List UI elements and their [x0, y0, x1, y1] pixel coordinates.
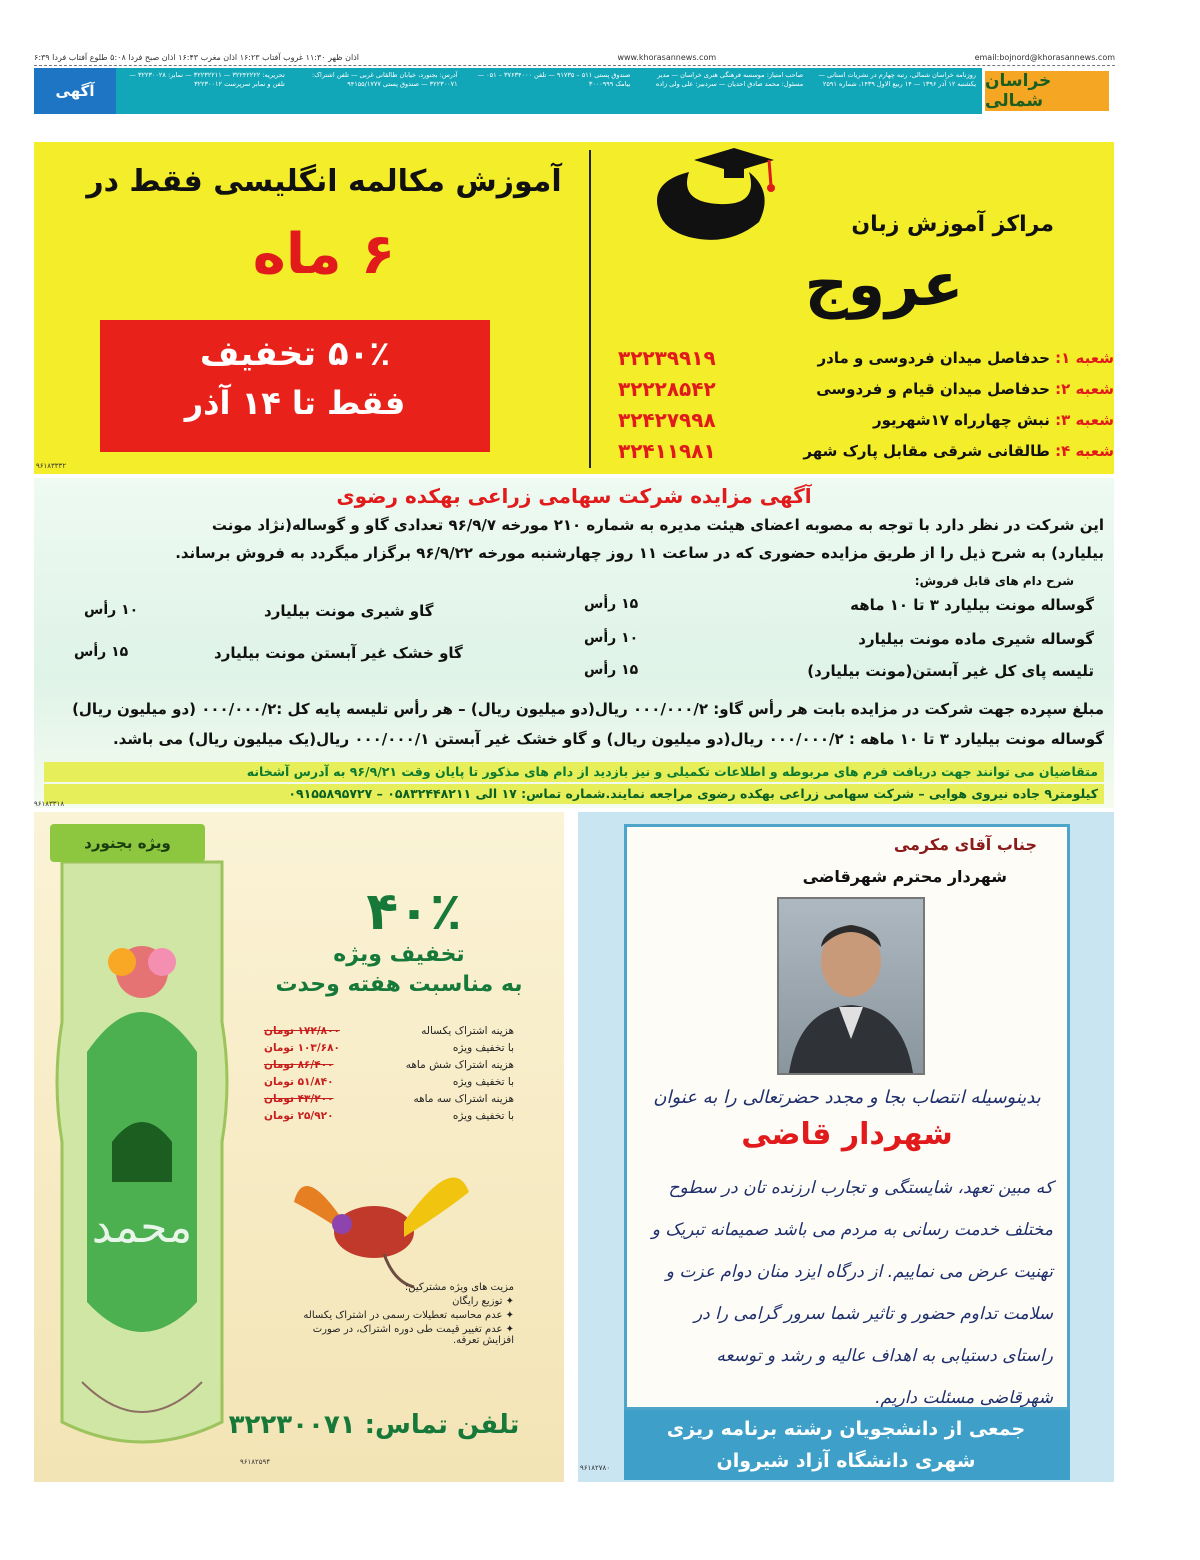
branch-phone: ۳۲۲۳۹۹۱۹ — [618, 345, 716, 370]
livestock-count: ۱۵ رأس — [584, 662, 639, 678]
ad-code: ۹۶۱۸۳۳۱۸ — [34, 800, 65, 808]
congratulation-ad — [578, 812, 1114, 1482]
unity-week: به مناسبت هفته وحدت — [275, 972, 523, 997]
livestock-item: گاو خشک غیر آبستن مونت بیلیارد — [214, 644, 463, 662]
ad-code: ۹۶۱۸۲۷۸۰ — [580, 1464, 611, 1472]
branch-phone: ۳۲۲۲۸۵۴۲ — [618, 376, 716, 401]
contact-text: کیلومتر۹ جاده نیروی هوایی – شرکت سهامی زراعی بهکده رضوی مراجعه نمایند.شماره تماس: ۱۷ الی ۰۵۸۳۲۴۴۸۲۱۱ – ۰۹۱۵۵۸۹۵۷۲۷ — [44, 784, 1104, 804]
message-frame — [624, 824, 1070, 1410]
livestock-item: گاو شیری مونت بیلیارد — [264, 602, 434, 620]
signature-line: جمعی از دانشجویان رشته برنامه ریزی — [666, 1418, 1026, 1440]
prayer-times: اذان ظهر ۱۱:۳۰ غروب آفتاب ۱۶:۲۳ اذان مغرب ۱۶:۴۳ اذان صبح فردا ۵:۰۸ طلوع آفتاب فردا ۶:۳۹ — [34, 53, 359, 62]
intro-text: بدینوسیله انتصاب بجا و مجدد حضرتعالی را به عنوان — [653, 1087, 1041, 1108]
oruj-duration: ۶ ماه — [252, 222, 396, 287]
branch-row — [594, 373, 1114, 404]
branch-list — [594, 342, 1114, 466]
auction-ad — [34, 478, 1114, 808]
price-row: با تخفیف ویژه ۲۵/۹۲۰ تومان — [264, 1109, 514, 1122]
price-row: هزینه اشتراک یکساله ۱۷۲/۸۰۰ تومان — [264, 1024, 514, 1037]
benefit-item: ✦ عدم محاسبه تعطیلات رسمی در اشتراک یکساله — [303, 1310, 514, 1321]
benefits-list — [284, 1282, 514, 1349]
livestock-count: ۱۰ رأس — [584, 630, 639, 646]
benefit-item: ✦ عدم تغییر قیمت طی دوره اشتراک، در صورت افزایش تعرفه. — [312, 1324, 514, 1346]
ad-code: ۹۶۱۸۲۵۹۴ — [240, 1458, 271, 1466]
divider — [589, 150, 591, 468]
auction-paragraph: این شرکت در نظر دارد با توجه به مصوبه اعضای هیئت مدیره به شماره ۲۱۰ مورخه ۹۶/۹/۷ تعدادی گاو و گوساله(نژاد مونت — [211, 516, 1104, 534]
oruj-brand: عروج — [804, 250, 964, 320]
deposit-text: گوساله مونت بیلیارد ۳ تا ۱۰ ماهه : ۰۰۰/۰۰۰/۲ ریال(دو میلیون ریال) و گاو خشک غیر آبستن ۰۰۰/۰۰۰/۱ ریال(یک میلیون ریال) می باشد. — [112, 730, 1104, 748]
contact-phone: تلفن تماس: ۳۲۲۳۰۰۷۱ — [228, 1410, 520, 1440]
section-label: آگهی — [34, 68, 116, 114]
branch-address: شعبه ۳: نبش چهارراه ۱۷شهریور — [872, 410, 1114, 429]
discount-line: ۵۰٪ تخفیف — [199, 334, 391, 374]
masthead-info — [116, 68, 982, 114]
branch-address: شعبه ۴: طالقانی شرقی مقابل پارک شهر — [803, 441, 1114, 460]
livestock-count: ۱۰ رأس — [84, 602, 139, 618]
branch-address: شعبه ۲: حدفاصل میدان قیام و فردوسی — [816, 379, 1114, 398]
branch-address: شعبه ۱: حدفاصل میدان فردوسی و مادر — [817, 348, 1114, 367]
ad-code: ۹۶۱۸۳۳۳۲ — [36, 462, 67, 470]
masthead-info-col: آدرس: بجنورد، خیابان طالقانی غربی — تلفن اشتراک: ۳۲۲۳۰۰۷۱ — صندوق پستی ۹۴۱۵۵/۱۷۷۷ — [312, 71, 458, 88]
branch-row — [594, 404, 1114, 435]
livestock-count: ۱۵ رأس — [74, 644, 129, 660]
masthead-info-col: صاحب امتیاز: موسسه فرهنگی هنری خراسان — مدیر مسئول: محمد صادق احدیان — سردبیر: علی ولی زاده — [655, 71, 804, 88]
signature-line: شهری دانشگاه آزاد شیروان — [716, 1450, 976, 1472]
email-text: email:bojnord@khorasannews.com — [974, 53, 1115, 62]
newspaper-logo: خراسان شمالی — [982, 68, 1112, 114]
branch-row — [594, 435, 1114, 466]
oruj-headline: آموزش مکالمه انگلیسی فقط در — [86, 164, 562, 199]
oruj-discount-box — [100, 320, 490, 452]
deposit-text: مبلغ سپرده جهت شرکت در مزایده بابت هر رأس گاو: ۰۰۰/۰۰۰/۲ ریال(دو میلیون ریال) – هر رأس تلیسه پایه کل :۰۰۰/۰۰۰/۲ (دو میلیون ریال) — [72, 700, 1104, 718]
badge-bojnord: ویژه بجنورد — [50, 824, 205, 862]
masthead — [34, 68, 1112, 114]
auction-paragraph: بیلیارد) به شرح ذیل را از طریق مزایده حضوری که در ساعت ۱۱ روز چهارشنبه مورخه ۹۶/۹/۲۲ برگزار میگردد به فروش برساند. — [175, 544, 1104, 562]
price-row: هزینه اشتراک شش ماهه ۸۶/۴۰۰ تومان — [264, 1058, 514, 1071]
benefit-item: ✦ توزیع رایگان — [452, 1296, 514, 1307]
masthead-info-col: صندوق پستی ۵۱۱ – ۹۱۷۳۵ — تلفن ۳۷۶۳۴۰۰۰ – ۰۵۱ — بیامک ۳۰۰۰۹۹۹ — [477, 71, 631, 88]
message-body: که مبین تعهد، شایستگی و تجارب ارزنده تان در سطوح مختلف خدمت رسانی به مردم می باشد صمیمانه تبریک و تهنیت عرض می نماییم. از درگاه ایزد منان دوام عزت و سلامت تداوم حضور و تاثیر شما سرور گرامی را در راستای دستیابی به اهداف عالیه و رشد و توسعه شهرقاضی مسئلت داریم. — [651, 1178, 1053, 1408]
oruj-ad — [34, 142, 1114, 474]
svg-text:محمد: محمد — [91, 1202, 193, 1253]
portrait-photo — [777, 897, 925, 1075]
livestock-count: ۱۵ رأس — [584, 596, 639, 612]
discount-deadline: فقط تا ۱۴ آذر — [184, 384, 406, 422]
top-info-strip — [34, 50, 1115, 66]
person-icon — [779, 899, 923, 1073]
livestock-item: گوساله مونت بیلیارد ۳ تا ۱۰ ماهه — [850, 596, 1094, 614]
percent-discount: ۴۰٪ — [366, 882, 462, 942]
price-row: هزینه اشتراک سه ماهه ۴۳/۲۰۰ تومان — [264, 1092, 514, 1105]
recipient-role: شهردار محترم شهرقاضی — [802, 867, 1007, 886]
livestock-item: گوساله شیری ماده مونت بیلیارد — [858, 630, 1094, 648]
mayor-title: شهردار قاضی — [741, 1117, 953, 1152]
branch-row — [594, 342, 1114, 373]
salutation: جناب آقای مکرمی — [893, 835, 1037, 854]
masthead-info-col: روزنامه خراسان شمالی، رتبه چهارم در نشریات استانی — یکشنبه ۱۲ آذر ۱۳۹۶ — ۱۴ ربیع الاول ۱۴۳۹، شماره ۲۵۹۱ — [818, 71, 976, 88]
auction-subhead: شرح دام های قابل فروش: — [914, 574, 1074, 588]
website-text: www.khorasannews.com — [617, 53, 717, 62]
decorative-panel — [42, 822, 242, 1472]
price-row: با تخفیف ویژه ۱۰۳/۶۸۰ تومان — [264, 1041, 514, 1054]
price-list — [264, 1022, 514, 1124]
special-discount: تخفیف ویژه — [333, 942, 465, 967]
auction-title: آگهی مزایده شرکت سهامی زراعی بهکده رضوی — [336, 484, 812, 508]
price-row: با تخفیف ویژه ۵۱/۸۴۰ تومان — [264, 1075, 514, 1088]
oruj-subtitle: مراکز آموزش زبان — [851, 212, 1054, 237]
masthead-info-col: تحریریه: ۳۲۲۴۲۲۲۲ — ۳۲۲۳۲۲۱۱ — نمابر: ۳۲۲۳۰۰۲۸ — تلفن و نمابر سرپرست ۳۲۲۳۰۰۱۲ — [129, 71, 285, 88]
livestock-item: تلیسه پای کل غیر آبستن(مونت بیلیارد) — [807, 662, 1094, 680]
bird-illustration — [284, 1142, 474, 1292]
contact-text: متقاضیان می توانند جهت دریافت فرم های مربوطه و اطلاعات تکمیلی و نیز بازدید از دام های مذکور تا پایان وقت ۹۶/۹/۲۱ به آدرس آشخانه — [44, 762, 1104, 782]
subscription-ad — [34, 812, 564, 1482]
branch-phone: ۳۲۴۱۱۹۸۱ — [618, 438, 716, 463]
branch-phone: ۳۲۴۲۷۹۹۸ — [618, 407, 716, 432]
benefits-title: مزیت های ویژه مشترکین: — [404, 1282, 514, 1293]
